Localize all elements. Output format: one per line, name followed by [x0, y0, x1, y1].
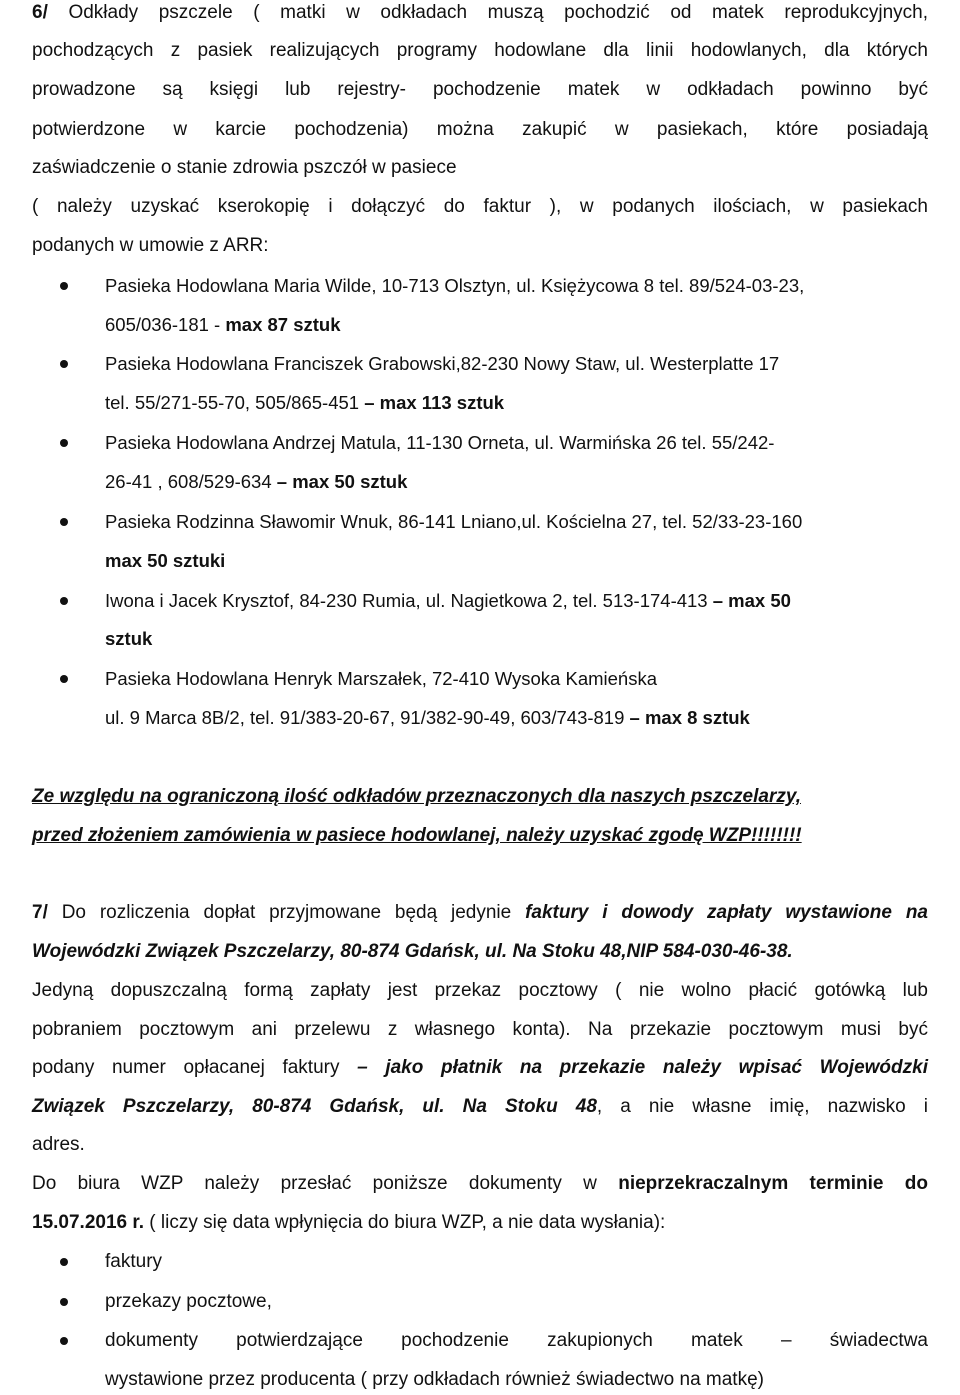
- section-number: 7/: [32, 902, 48, 923]
- document-item: wystawione przez producenta ( przy odkładach również świadectwo na matkę): [105, 1369, 764, 1390]
- bullet-icon: [60, 1337, 68, 1345]
- quantity: – max 113 sztuk: [364, 392, 505, 413]
- quantity: max 87 sztuk: [225, 314, 341, 335]
- document-item: przekazy pocztowe,: [105, 1291, 272, 1312]
- bullet-icon: [60, 360, 68, 368]
- apiary-line: 605/036-181 - max 87 sztuk: [105, 314, 341, 335]
- apiary-line: ul. 9 Marca 8B/2, tel. 91/383-20-67, 91/382-90-49, 603/743-819 – max 8 sztuk: [105, 707, 750, 728]
- quantity: – max 50: [712, 590, 791, 611]
- section-6-line: podanych w umowie z ARR:: [32, 235, 269, 256]
- apiary-line: 26-41 , 608/529-634 – max 50 sztuk: [105, 471, 408, 492]
- section-7-line: pobraniem pocztowym ani przelewu z własnego konta). Na przekazie pocztowym musi być: [32, 1019, 928, 1040]
- section-number: 6/: [32, 2, 48, 23]
- text: Odkłady pszczele ( matki w odkładach muszą pochodzić od matek reprodukcyjnych,: [47, 2, 928, 23]
- apiary-line: tel. 55/271-55-70, 505/865-451 – max 113 sztuk: [105, 392, 505, 413]
- apiary-line: Pasieka Rodzinna Sławomir Wnuk, 86-141 Lniano,ul. Kościelna 27, tel. 52/33-23-160: [105, 511, 803, 532]
- apiary-line: Pasieka Hodowlana Maria Wilde, 10-713 Olsztyn, ul. Księżycowa 8 tel. 89/524-03-23,: [105, 275, 805, 296]
- notice-line: przed złożeniem zamówienia w pasiece hodowlanej, należy uzyskać zgodę WZP!!!!!!!!: [32, 825, 802, 846]
- document-item: dokumenty potwierdzające pochodzenie zakupionych matek – świadectwa: [105, 1330, 928, 1351]
- quantity: – max 8 sztuk: [629, 707, 750, 728]
- section-7-line: Wojewódzki Związek Pszczelarzy, 80-874 Gdańsk, ul. Na Stoku 48,NIP 584-030-46-38.: [32, 941, 793, 962]
- section-7-line: 15.07.2016 r. ( liczy się data wpłynięcia do biura WZP, a nie data wysłania):: [32, 1212, 666, 1233]
- section-7-line: Jedyną dopuszczalną formą zapłaty jest przekaz pocztowy ( nie wolno płacić gotówką lub: [32, 980, 928, 1001]
- section-6-line: [32, 0, 928, 26]
- quantity: – max 50 sztuk: [276, 471, 408, 492]
- bullet-icon: [60, 597, 68, 605]
- apiary-line: sztuk: [105, 628, 153, 649]
- bullet-icon: [60, 518, 68, 526]
- section-7-line: 7/ Do rozliczenia dopłat przyjmowane będą jedynie faktury i dowody zapłaty wystawione na: [32, 902, 928, 923]
- section-6-line: ( należy uzyskać kserokopię i dołączyć do faktur ), w podanych ilościach, w pasiekach: [32, 196, 928, 217]
- section-6-line: pochodzących z pasiek realizujących programy hodowlane dla linii hodowlanych, dla których: [32, 40, 928, 61]
- apiary-line: Pasieka Hodowlana Franciszek Grabowski,82-230 Nowy Staw, ul. Westerplatte 17: [105, 353, 780, 374]
- apiary-line: Pasieka Hodowlana Henryk Marszałek, 72-410 Wysoka Kamieńska: [105, 668, 658, 689]
- section-6-line: prowadzone są księgi lub rejestry- pochodzenie matek w odkładach powinno być: [32, 79, 928, 100]
- section-7-line: podany numer opłacanej faktury – jako płatnik na przekazie należy wpisać Wojewódzki: [32, 1057, 928, 1078]
- section-6-line: potwierdzone w karcie pochodzenia) można zakupić w pasiekach, które posiadają: [32, 119, 928, 140]
- document-item: faktury: [105, 1251, 163, 1272]
- section-7-line: Do biura WZP należy przesłać poniższe dokumenty w nieprzekraczalnym terminie do: [32, 1173, 928, 1194]
- bullet-icon: [60, 282, 68, 290]
- bullet-icon: [60, 439, 68, 447]
- bullet-icon: [60, 675, 68, 683]
- section-7-line: adres.: [32, 1134, 85, 1155]
- apiary-line: Pasieka Hodowlana Andrzej Matula, 11-130 Orneta, ul. Warmińska 26 tel. 55/242-: [105, 432, 775, 453]
- notice-line: Ze względu na ograniczoną ilość odkładów przeznaczonych dla naszych pszczelarzy,: [32, 786, 801, 807]
- apiary-line: max 50 sztuki: [105, 550, 226, 571]
- bullet-icon: [60, 1258, 68, 1266]
- section-7-line: Związek Pszczelarzy, 80-874 Gdańsk, ul. Na Stoku 48, a nie własne imię, nazwisko i: [32, 1096, 928, 1117]
- apiary-line: Iwona i Jacek Krysztof, 84-230 Rumia, ul. Nagietkowa 2, tel. 513-174-413 – max 50: [105, 590, 791, 611]
- section-6-line: zaświadczenie o stanie zdrowia pszczół w pasiece: [32, 157, 457, 178]
- bullet-icon: [60, 1298, 68, 1306]
